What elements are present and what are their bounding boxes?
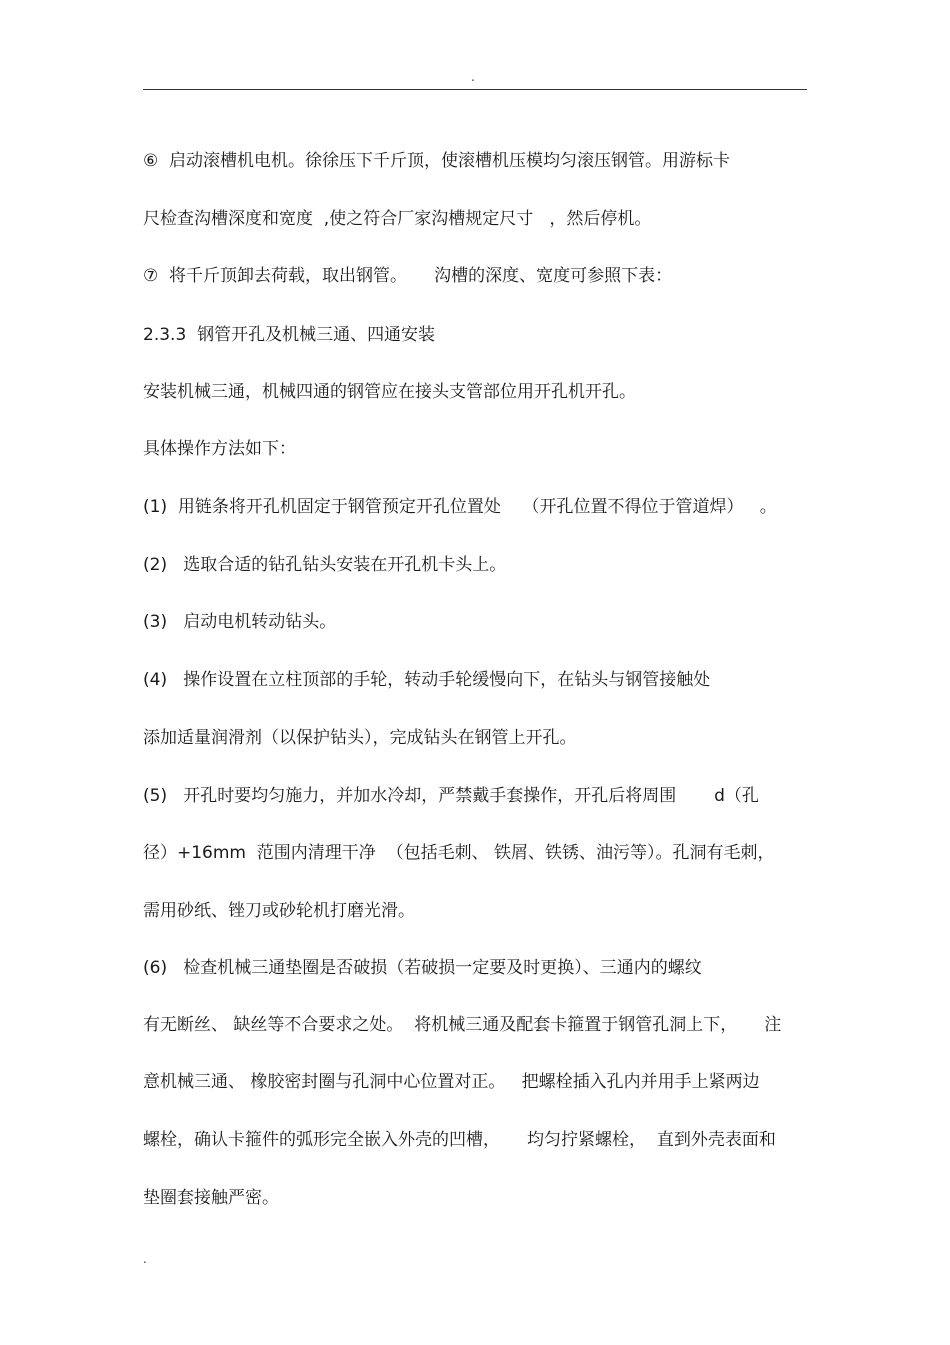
list-item-4-line-1: (4) 操作设置在立柱顶部的手轮，转动手轮缓慢向下，在钻头与钢管接触处: [143, 670, 711, 690]
list-item-6-line-5: 垫圈套接触严密。: [143, 1188, 279, 1208]
list-item-6-line-1: (6) 检查机械三通垫圈是否破损（若破损一定要及时更换）、三通内的螺纹: [143, 958, 702, 978]
list-item-1: (1) 用链条将开孔机固定于钢管预定开孔位置处 （开孔位置不得位于管道焊） 。: [143, 497, 777, 517]
paragraph-intro: 安装机械三通，机械四通的钢管应在接头支管部位用开孔机开孔。: [143, 382, 636, 402]
list-item-5-line-1: (5) 开孔时要均匀施力，并加水冷却，严禁戴手套操作，开孔后将周围 d（孔: [143, 786, 759, 806]
section-heading: 2.3.3 钢管开孔及机械三通、四通安装: [143, 325, 436, 345]
footer-mark: .: [143, 1252, 147, 1266]
list-item-5-line-2: 径）+16mm 范围内清理干净 （包括毛刺、 铁屑、铁锈、油污等）。孔洞有毛刺，: [143, 843, 775, 863]
step-6-line-2: 尺检查沟槽深度和宽度 ,使之符合厂家沟槽规定尺寸 ，然后停机。: [143, 209, 652, 229]
step-6-line-1: ⑥ 启动滚槽机电机。徐徐压下千斤顶，使滚槽机压模均匀滚压钢管。用游标卡: [143, 151, 731, 171]
list-item-5-line-3: 需用砂纸、锉刀或砂轮机打磨光滑。: [143, 901, 415, 921]
list-item-2: (2) 选取合适的钻孔钻头安装在开孔机卡头上。: [143, 555, 507, 575]
list-item-6-line-3: 意机械三通、 橡胶密封圈与孔洞中心位置对正。 把螺栓插入孔内并用手上紧两边: [143, 1072, 760, 1092]
list-item-3: (3) 启动电机转动钻头。: [143, 612, 337, 632]
paragraph-method: 具体操作方法如下：: [143, 439, 296, 459]
list-item-6-line-4: 螺栓，确认卡箍件的弧形完全嵌入外壳的凹槽， 均匀拧紧螺栓， 直到外壳表面和: [143, 1130, 776, 1150]
list-item-6-line-2: 有无断丝、 缺丝等不合要求之处。 将机械三通及配套卡箍置于钢管孔洞上下， 注: [143, 1015, 782, 1035]
step-7-line: ⑦ 将千斤顶卸去荷载，取出钢管。 沟槽的深度、宽度可参照下表：: [143, 266, 673, 286]
list-item-4-line-2: 添加适量润滑剂（以保护钻头），完成钻头在钢管上开孔。: [143, 728, 577, 748]
header-mark: .: [471, 70, 475, 84]
header-rule: [143, 89, 807, 90]
